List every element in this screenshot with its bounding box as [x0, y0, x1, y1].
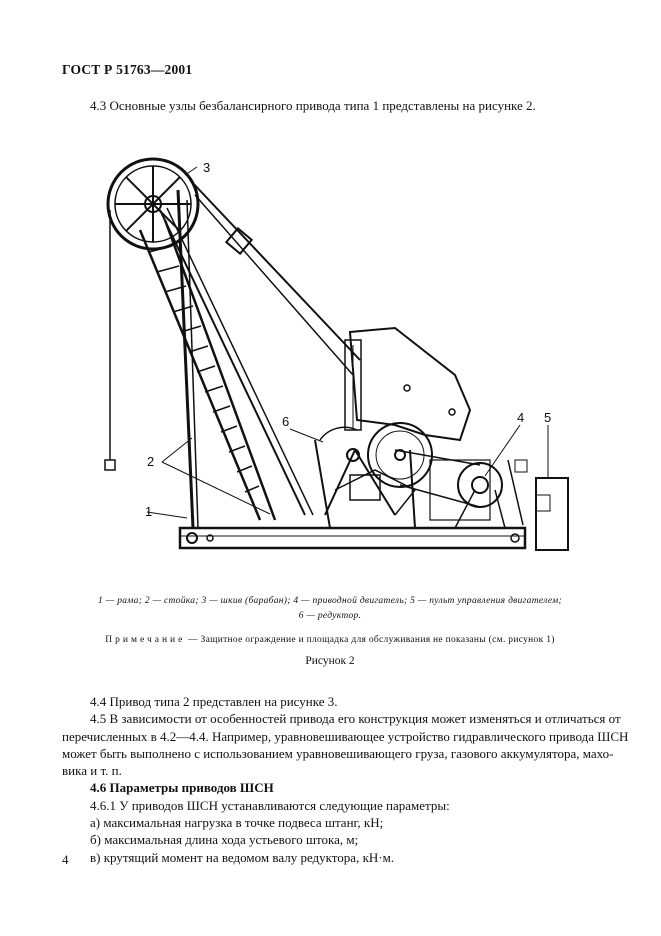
figure-label-2: 2 — [147, 454, 155, 469]
paragraph-4-4: 4.4 Привод типа 2 представлен на рисунке 3. — [90, 694, 338, 709]
gearbox — [350, 328, 470, 440]
drive-drawing — [95, 150, 585, 570]
figure-note — [80, 635, 580, 645]
note-prefix: Примечание — [105, 635, 186, 645]
paragraph-4-6-1: 4.6.1 У приводов ШСН устанавливаются следующие параметры: — [90, 797, 450, 813]
paragraph-4-5-line-3: может быть выполнено с использованием уравновешивающего груза, газового аккумулятора, махо- — [62, 745, 614, 761]
figure-label-4: 4 — [517, 410, 525, 425]
note-text: — Защитное ограждение и площадка для обслуживания не показаны (см. рисунок 1) — [185, 635, 555, 645]
frame — [180, 528, 525, 548]
control-panel — [536, 478, 568, 550]
paragraph-4-5-line-4: вика и т. п. — [62, 763, 122, 779]
document-header: ГОСТ Р 51763—2001 — [62, 62, 193, 77]
figure-caption: Рисунок 2 — [305, 655, 355, 667]
figure-label-6: 6 — [282, 414, 290, 429]
figure-label-5: 5 — [544, 410, 552, 425]
figure-label-1: 1 — [145, 504, 153, 519]
figure-legend — [80, 594, 580, 624]
paragraph-4-5-line-1: 4.5 В зависимости от особенностей привода его конструкция может изменяться и отличаться от — [90, 711, 621, 727]
list-item-c: в) крутящий момент на ведомом валу редуктора, кН·м. — [90, 849, 395, 865]
page-number: 4 — [62, 852, 69, 867]
section-heading-4-6: 4.6 Параметры приводов ШСН — [90, 780, 274, 796]
legend-line-2: 6 — редуктор. — [298, 611, 362, 621]
list-item-b: б) максимальная длина хода устьевого штока, м; — [90, 832, 359, 848]
intro-paragraph: 4.3 Основные узлы безбалансирного привода типа 1 представлены на рисунке 2. — [90, 98, 536, 113]
body-text — [62, 693, 629, 866]
legend-line-1: 1 — рама; 2 — стойка; 3 — шкив (барабан); 4 — приводной двигатель; 5 — пульт управления двигателем; — [98, 596, 562, 606]
figure-label-3: 3 — [203, 160, 211, 175]
motor — [458, 463, 502, 507]
list-item-a: а) максимальная нагрузка в точке подвеса штанг, кН; — [90, 815, 384, 831]
paragraph-4-5-line-2: перечисленных в 4.2—4.4. Например, уравновешивающее устройство гидравлического привода ШСН — [62, 728, 629, 744]
